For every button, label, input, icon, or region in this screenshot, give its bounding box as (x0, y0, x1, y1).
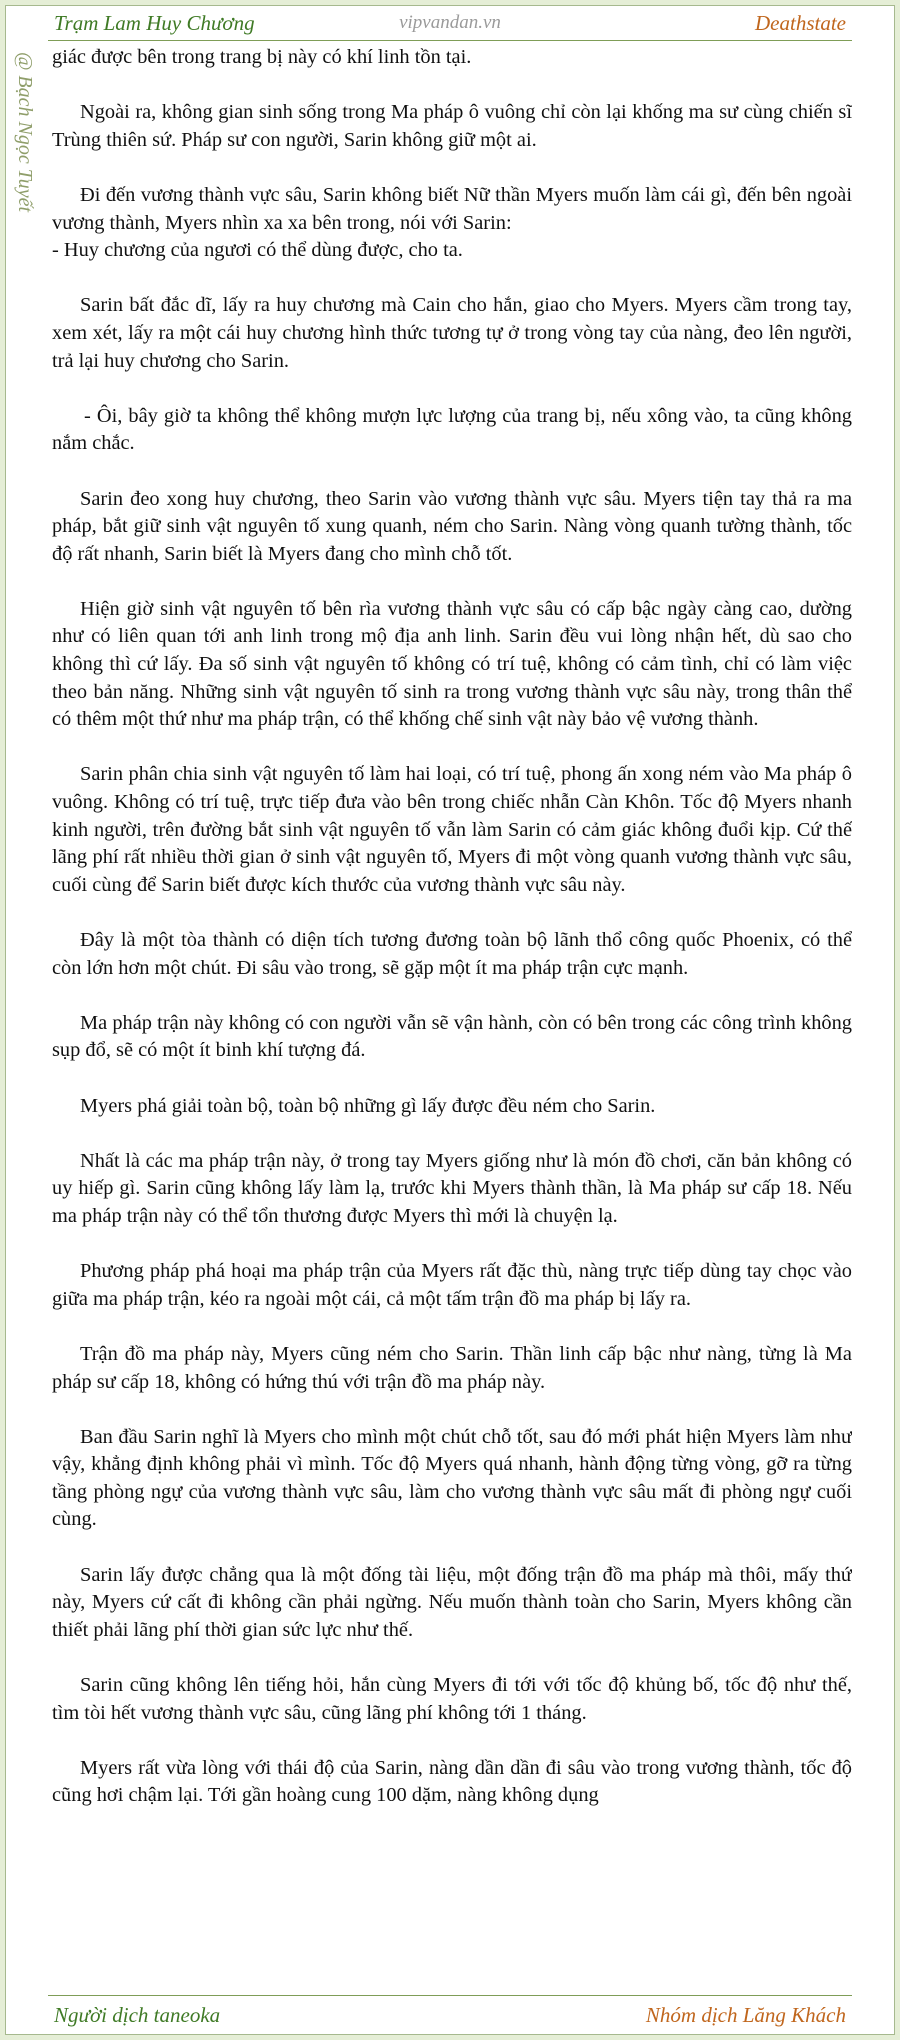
paragraph: Trận đồ ma pháp này, Myers cũng ném cho Sarin. Thần linh cấp bậc như nàng, từng là Ma pháp sư cấp 18, không có hứng thú với trận đồ ma pháp này. (52, 1342, 852, 1393)
paragraph: Myers phá giải toàn bộ, toàn bộ những gì lấy được đều ném cho Sarin. (80, 1094, 656, 1117)
paragraph: Nhất là các ma pháp trận này, ở trong tay Myers giống như là món đồ chơi, căn bản không có uy hiếp gì. Sarin cũng không lấy làm lạ, trước khi Myers thành thần, là Ma pháp sư cấp 18. Nếu ma pháp trận này có thể tổn thương được Myers thì mới là chuyện lạ. (52, 1149, 852, 1227)
footer-translator: Người dịch taneoka (54, 2003, 221, 2027)
header-website[interactable]: vipvandan.vn (399, 12, 501, 33)
side-credit-text: @ Bạch Ngọc Tuyết (14, 52, 36, 213)
page-footer (48, 1995, 852, 2034)
paragraph: Ma pháp trận này không có con người vẫn sẽ vận hành, còn có bên trong các công trình không sụp đổ, sẽ có một ít binh khí tượng đá. (52, 1011, 852, 1062)
paragraph: Hiện giờ sinh vật nguyên tố bên rìa vương thành vực sâu có cấp bậc ngày càng cao, dường như có liên quan tới anh linh trong mộ địa anh linh. Sarin đều vui lòng nhận hết, dù sao cho không thì cứ lấy. Đa số sinh vật nguyên tố không có trí tuệ, không có cảm tình, chỉ có làm việc theo bản năng. Những sinh vật nguyên tố sinh ra trong vương thành vực sâu này, trong thân thể có thêm một thứ như ma pháp trận, có thể khống chế sinh vật này bảo vệ vương thành. (52, 597, 852, 731)
header-book-title: Trạm Lam Huy Chương (54, 11, 255, 35)
paragraph: - Ôi, bây giờ ta không thể không mượn lực lượng của trang bị, nếu xông vào, ta cũng không nắm chắc. (52, 404, 852, 455)
paragraph: giác được bên trong trang bị này có khí linh tồn tại. (52, 46, 472, 68)
side-watermark (8, 52, 38, 272)
paragraph: Myers rất vừa lòng với thái độ của Sarin, nàng dần dần đi sâu vào trong vương thành, tốc độ cũng hơi chậm lại. Tới gần hoàng cung 100 dặm, nàng không dụng (52, 1756, 852, 1807)
paragraph: Đi đến vương thành vực sâu, Sarin không biết Nữ thần Myers muốn làm cái gì, đến bên ngoài vương thành, Myers nhìn xa xa bên trong, nói với Sarin: - Huy chương của ngươi có thể dùng được, cho ta. (52, 183, 852, 262)
paragraph: Ngoài ra, không gian sinh sống trong Ma pháp ô vuông chỉ còn lại khống ma sư cùng chiến sĩ Trùng thiên sứ. Pháp sư con người, Sarin không giữ một ai. (52, 101, 852, 151)
paragraph: Sarin bất đắc dĩ, lấy ra huy chương mà Cain cho hắn, giao cho Myers. Myers cầm trong tay, xem xét, lấy ra một cái huy chương hình thức tương tự ở trong vòng tay của nàng, đeo lên người, trả lại huy chương cho Sarin. (52, 294, 852, 372)
chapter-text (52, 44, 852, 1992)
paragraph: Sarin cũng không lên tiếng hỏi, hắn cùng Myers đi tới với tốc độ khủng bố, tốc độ như thế, tìm tòi hết vương thành vực sâu, cũng lãng phí không tới 1 tháng. (52, 1674, 852, 1724)
header-author: Deathstate (755, 11, 846, 35)
paragraph: Đây là một tòa thành có diện tích tương đương toàn bộ lãnh thổ công quốc Phoenix, có thể còn lớn hơn một chút. Đi sâu vào trong, sẽ gặp một ít ma pháp trận cực mạnh. (52, 929, 852, 979)
page-header (48, 6, 852, 41)
paragraph: Phương pháp phá hoại ma pháp trận của Myers rất đặc thù, nàng trực tiếp dùng tay chọc vào giữa ma pháp trận, kéo ra ngoài một cái, cả một tấm trận đồ ma pháp bị lấy ra. (52, 1260, 852, 1310)
paragraph: Sarin phân chia sinh vật nguyên tố làm hai loại, có trí tuệ, phong ấn xong ném vào Ma pháp ô vuông. Không có trí tuệ, trực tiếp đưa vào bên trong chiếc nhẫn Càn Khôn. Tốc độ Myers nhanh kinh người, trên đường bắt sinh vật nguyên tố vẫn làm Sarin có cảm giác không đuổi kịp. Cứ thế lãng phí rất nhiều thời gian ở sinh vật nguyên tố, Myers đi một vòng quanh vương thành vực sâu, cuối cùng để Sarin biết được kích thước của vương thành vực sâu này. (52, 763, 852, 896)
paragraph: Sarin lấy được chẳng qua là một đống tài liệu, một đống trận đồ ma pháp mà thôi, mấy thứ này, Myers cứ cất đi không cần phải ngừng. Nếu muốn thành toàn cho Sarin, Myers không cần thiết phải lãng phí thời gian sức lực như thế. (52, 1563, 852, 1641)
footer-group: Nhóm dịch Lăng Khách (645, 2003, 846, 2027)
paragraph: Ban đầu Sarin nghĩ là Myers cho mình một chút chỗ tốt, sau đó mới phát hiện Myers làm như vậy, khẳng định không phải vì mình. Tốc độ Myers quá nhanh, hành động từng vòng, gỡ ra từng tầng phòng ngự của vương thành vực sâu, làm cho vương thành vực sâu mất đi phòng ngự cuối cùng. (52, 1425, 852, 1531)
paragraph: Sarin đeo xong huy chương, theo Sarin vào vương thành vực sâu. Myers tiện tay thả ra ma pháp, bắt giữ sinh vật nguyên tố xung quanh, ném cho Sarin. Nàng vòng quanh tường thành, tốc độ rất nhanh, Sarin biết là Myers đang cho mình chỗ tốt. (52, 487, 852, 565)
